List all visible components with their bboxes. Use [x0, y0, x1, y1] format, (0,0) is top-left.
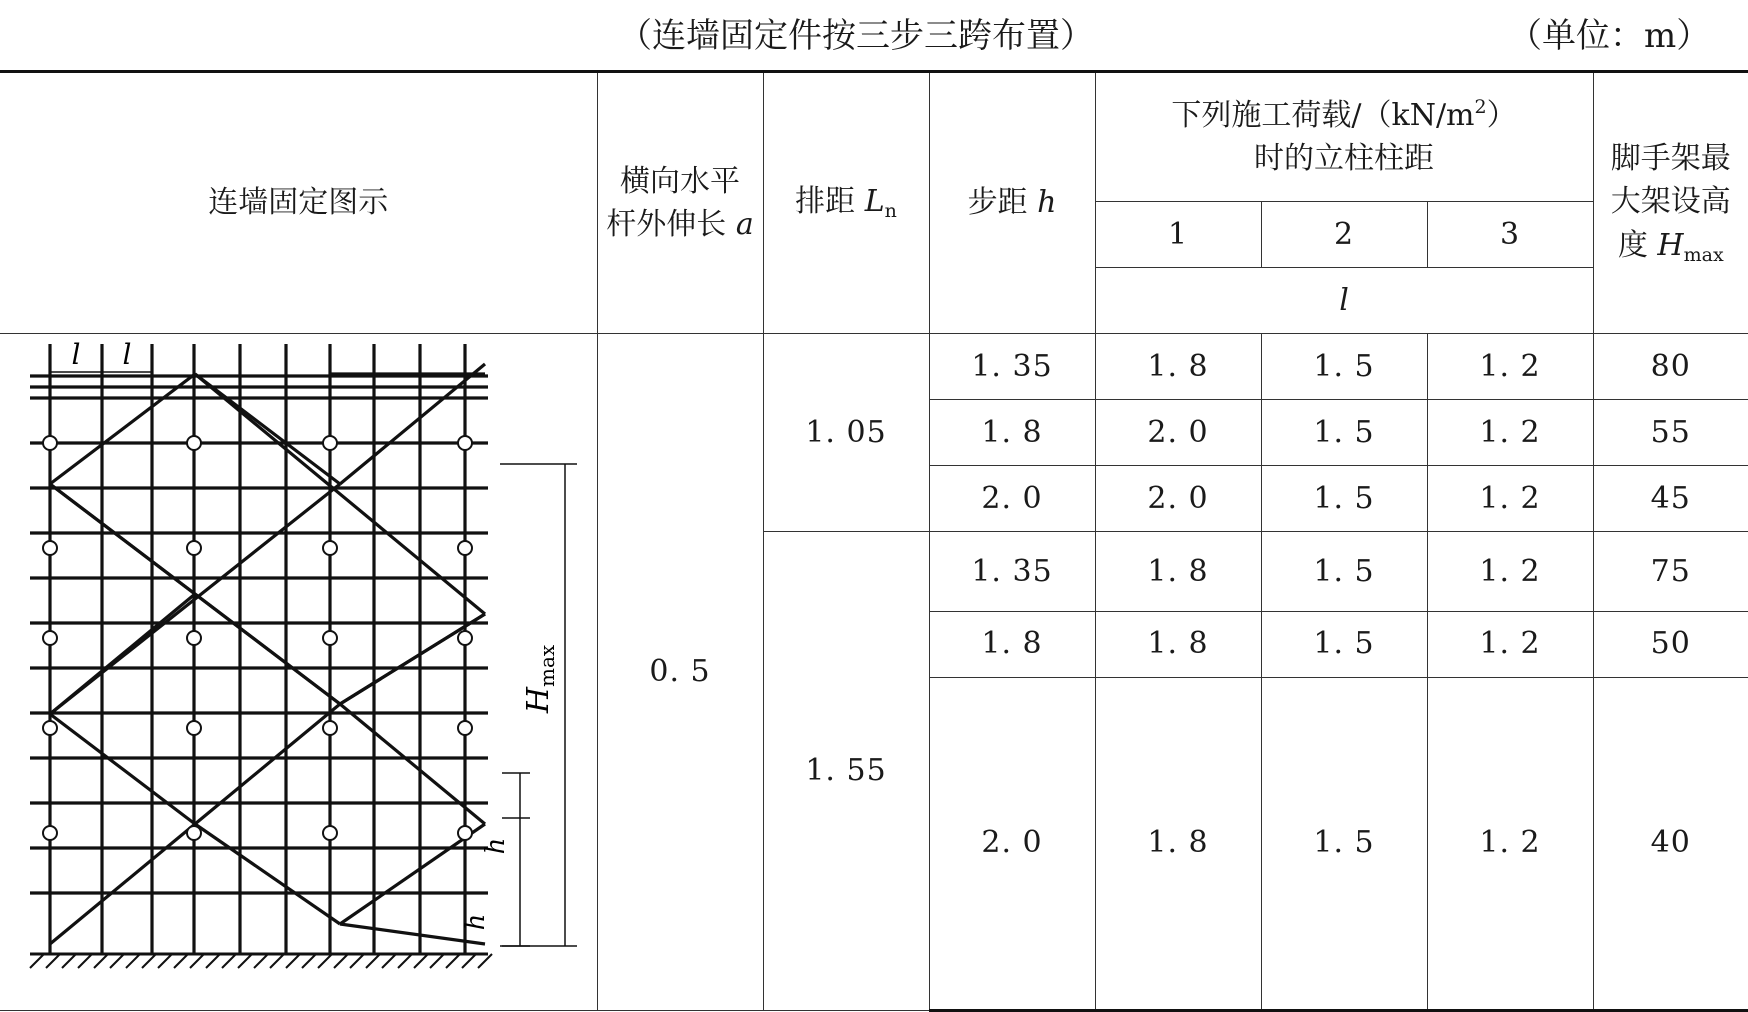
wall-tie-point: [43, 826, 57, 840]
wall-tie-point: [323, 541, 337, 555]
cross-brace: [340, 614, 485, 704]
wall-tie-point: [458, 436, 472, 450]
unit-caption: （单位：m）: [1508, 16, 1711, 56]
ground-hatch: [366, 954, 380, 968]
wall-tie-point: [43, 436, 57, 450]
ground-hatch: [302, 954, 316, 968]
h-value: 2. 0: [929, 677, 1095, 1010]
table-caption: （连墙固定件按三步三跨布置）: [618, 16, 1094, 56]
wall-tie-point: [43, 721, 57, 735]
l3-value: 1. 2: [1427, 677, 1593, 1010]
hmax-value: 50: [1593, 611, 1748, 677]
cross-brace: [195, 594, 340, 704]
ground-hatch: [446, 954, 460, 968]
ground-hatch: [350, 954, 364, 968]
scaffold-diagram: [0, 334, 597, 997]
l3-value: 1. 2: [1427, 611, 1593, 677]
hmax-value: 75: [1593, 532, 1748, 612]
ground-hatch: [430, 954, 444, 968]
step-label: h: [461, 913, 491, 931]
l3-value: 1. 2: [1427, 400, 1593, 466]
cross-brace: [340, 364, 485, 484]
ground-hatch: [382, 954, 396, 968]
l2-value: 1. 5: [1261, 532, 1427, 612]
step-label: h: [481, 837, 511, 855]
l3-value: 1. 2: [1427, 334, 1593, 400]
hmax-value: 80: [1593, 334, 1748, 400]
ground-hatch: [462, 954, 476, 968]
l2-value: 1. 5: [1261, 677, 1427, 1010]
ground-hatch: [398, 954, 412, 968]
ground-hatch: [270, 954, 284, 968]
wall-tie-point: [458, 541, 472, 555]
ground-hatch: [478, 954, 492, 968]
ground-hatch: [110, 954, 124, 968]
l1-value: 1. 8: [1095, 334, 1261, 400]
wall-tie-point: [323, 721, 337, 735]
header-load: 下列施工荷载$/(kN/m^2)$ 时的立柱柱距: [1095, 72, 1593, 202]
ground-hatch: [286, 954, 300, 968]
ground-hatch: [334, 954, 348, 968]
l1-value: 2. 0: [1095, 400, 1261, 466]
wall-tie-point: [323, 826, 337, 840]
ground-hatch: [30, 954, 44, 968]
header-load-col-2: 2: [1261, 202, 1427, 268]
header-load-col-3: 3: [1427, 202, 1593, 268]
ground-hatch: [222, 954, 236, 968]
l1-value: 1. 8: [1095, 532, 1261, 612]
ground-hatch: [142, 954, 156, 968]
header-a: 横向水平 杆外伸长 a: [597, 72, 763, 334]
header-load-col-1: 1: [1095, 202, 1261, 268]
hmax-value: 40: [1593, 677, 1748, 1010]
ground-hatch: [174, 954, 188, 968]
ground-hatch: [46, 954, 60, 968]
scaffold-spec-table: [0, 70, 1748, 1012]
wall-tie-point: [458, 721, 472, 735]
ground-hatch: [254, 954, 268, 968]
cross-brace: [50, 824, 195, 944]
wall-tie-point: [187, 721, 201, 735]
wall-tie-point: [458, 631, 472, 645]
wall-tie-point: [43, 541, 57, 555]
ground-hatch: [238, 954, 252, 968]
l2-value: 1. 5: [1261, 611, 1427, 677]
wall-tie-point: [187, 541, 201, 555]
span-label: l: [122, 338, 132, 371]
ground-hatch: [318, 954, 332, 968]
header-diagram: 连墙固定图示: [0, 72, 597, 334]
cross-brace: [195, 704, 340, 824]
l2-value: 1. 5: [1261, 400, 1427, 466]
hmax-value: 55: [1593, 400, 1748, 466]
ground-hatch: [190, 954, 204, 968]
height-label: $H_{max}$: [521, 644, 559, 714]
wall-tie-point: [323, 436, 337, 450]
wall-tie-point: [187, 631, 201, 645]
l2-value: 1. 5: [1261, 334, 1427, 400]
h-value: 1. 35: [929, 334, 1095, 400]
span-label: l: [71, 338, 81, 371]
h-value: 1. 35: [929, 532, 1095, 612]
cross-brace: [50, 374, 195, 484]
header-l: l: [1095, 268, 1593, 334]
header-ln: 排距 $L_n$: [763, 72, 929, 334]
cross-brace: [195, 824, 340, 924]
wall-tie-point: [43, 631, 57, 645]
l3-value: 1. 2: [1427, 466, 1593, 532]
table-row: [0, 334, 1748, 400]
wall-tie-point: [458, 826, 472, 840]
h-value: 2. 0: [929, 466, 1095, 532]
ground-hatch: [158, 954, 172, 968]
cross-brace: [50, 714, 195, 824]
l3-value: 1. 2: [1427, 532, 1593, 612]
ground-hatch: [414, 954, 428, 968]
wall-tie-point: [187, 436, 201, 450]
wall-tie-point: [323, 631, 337, 645]
wall-tie-point: [187, 826, 201, 840]
a-value: 0. 5: [597, 334, 763, 1011]
header-hmax: 脚手架最 大架设高 度 $H_{max}$: [1593, 72, 1748, 334]
cross-brace: [195, 374, 340, 484]
ln-value: 1. 55: [763, 532, 929, 1011]
l1-value: 2. 0: [1095, 466, 1261, 532]
header-h: 步距 h: [929, 72, 1095, 334]
ground-hatch: [78, 954, 92, 968]
ground-hatch: [206, 954, 220, 968]
hmax-value: 45: [1593, 466, 1748, 532]
h-value: 1. 8: [929, 400, 1095, 466]
l2-value: 1. 5: [1261, 466, 1427, 532]
l1-value: 1. 8: [1095, 611, 1261, 677]
wall-tie-diagram-cell: [0, 334, 597, 1011]
ground-hatch: [62, 954, 76, 968]
ground-hatch: [94, 954, 108, 968]
ground-hatch: [126, 954, 140, 968]
l1-value: 1. 8: [1095, 677, 1261, 1010]
h-value: 1. 8: [929, 611, 1095, 677]
ln-value: 1. 05: [763, 334, 929, 532]
